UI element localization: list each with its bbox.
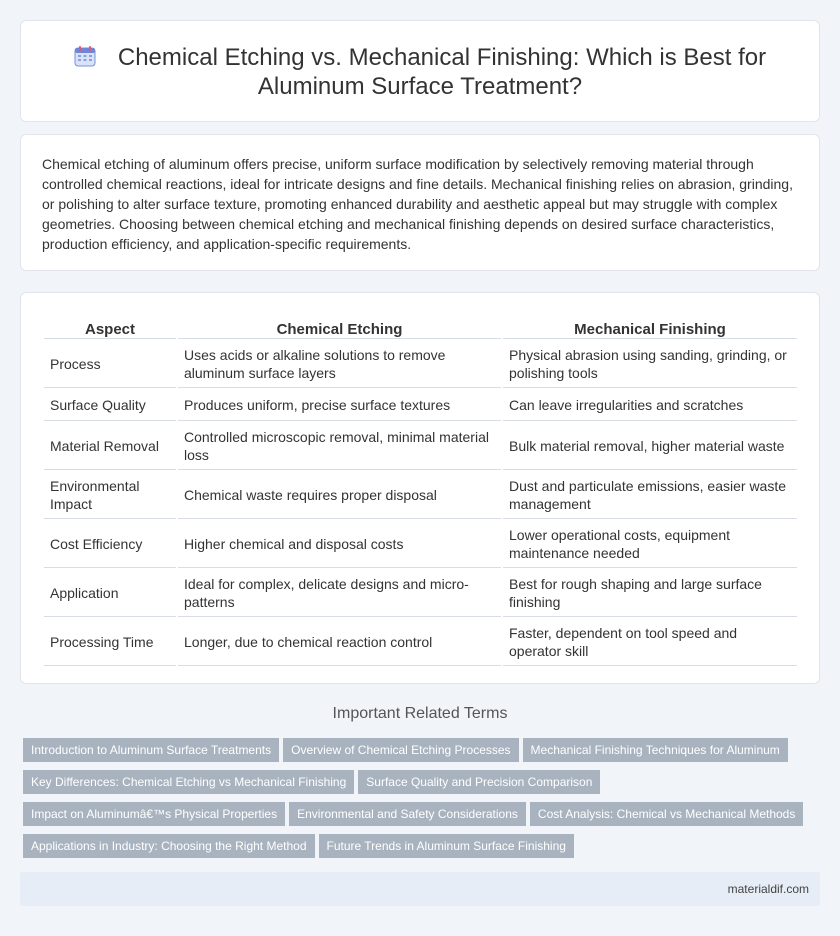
mechanical-cell: Physical abrasion using sanding, grinding, or polishing tools bbox=[503, 341, 797, 388]
related-term-link[interactable]: Applications in Industry: Choosing the Right Method bbox=[23, 834, 315, 858]
header-aspect: Aspect bbox=[44, 315, 176, 339]
aspect-cell: Processing Time bbox=[44, 619, 176, 666]
intro-card bbox=[20, 134, 820, 271]
aspect-cell: Environmental Impact bbox=[44, 472, 176, 519]
table-row bbox=[44, 341, 797, 388]
chemical-cell: Produces uniform, precise surface textures bbox=[178, 390, 501, 421]
table-row bbox=[44, 390, 797, 421]
related-term-link[interactable]: Cost Analysis: Chemical vs Mechanical Methods bbox=[530, 802, 803, 826]
mechanical-cell: Can leave irregularities and scratches bbox=[503, 390, 797, 421]
title-line-2: Aluminum Surface Treatment? bbox=[257, 73, 583, 100]
footer bbox=[20, 872, 820, 906]
comparison-table bbox=[42, 313, 799, 668]
related-term-link[interactable]: Environmental and Safety Considerations bbox=[289, 802, 526, 826]
table-row bbox=[44, 423, 797, 470]
aspect-cell: Process bbox=[44, 341, 176, 388]
related-terms-heading: Important Related Terms bbox=[332, 705, 508, 722]
mechanical-cell: Bulk material removal, higher material waste bbox=[503, 423, 797, 470]
intro-paragraph: Chemical etching of aluminum offers precise, uniform surface modification by selectively removing material through controlled chemical reactions, ideal for intricate designs and fine details. Mechanical finishing relies on abrasion, grinding, or polishing to alter surface texture, promoting enhanced durability and aesthetic appeal but may struggle with complex geometries. Choosing between chemical etching and mechanical finishing depends on desired surface characteristics, production efficiency, and application-specific requirements. bbox=[42, 156, 793, 252]
chemical-cell: Uses acids or alkaline solutions to remove aluminum surface layers bbox=[178, 341, 501, 388]
calendar-icon bbox=[74, 45, 96, 67]
related-term-link[interactable]: Future Trends in Aluminum Surface Finishing bbox=[319, 834, 574, 858]
title-line-1: Chemical Etching vs. Mechanical Finishing: Which is Best for bbox=[117, 44, 767, 71]
header-chemical-etching: Chemical Etching bbox=[178, 315, 501, 339]
mechanical-cell: Best for rough shaping and large surface finishing bbox=[503, 570, 797, 617]
table-header-row bbox=[44, 315, 797, 339]
footer-site-link[interactable]: materialdif.com bbox=[727, 882, 809, 896]
related-terms-list bbox=[23, 738, 823, 866]
aspect-cell: Material Removal bbox=[44, 423, 176, 470]
page-title bbox=[21, 43, 819, 101]
mechanical-cell: Dust and particulate emissions, easier waste management bbox=[503, 472, 797, 519]
related-term-link[interactable]: Introduction to Aluminum Surface Treatments bbox=[23, 738, 279, 762]
table-row bbox=[44, 619, 797, 666]
chemical-cell: Ideal for complex, delicate designs and micro-patterns bbox=[178, 570, 501, 617]
title-card bbox=[20, 20, 820, 122]
aspect-cell: Application bbox=[44, 570, 176, 617]
chemical-cell: Chemical waste requires proper disposal bbox=[178, 472, 501, 519]
aspect-cell: Surface Quality bbox=[44, 390, 176, 421]
related-term-link[interactable]: Mechanical Finishing Techniques for Aluminum bbox=[523, 738, 788, 762]
header-mechanical-finishing: Mechanical Finishing bbox=[503, 315, 797, 339]
mechanical-cell: Lower operational costs, equipment maintenance needed bbox=[503, 521, 797, 568]
related-term-link[interactable]: Key Differences: Chemical Etching vs Mechanical Finishing bbox=[23, 770, 354, 794]
chemical-cell: Longer, due to chemical reaction control bbox=[178, 619, 501, 666]
table-row bbox=[44, 521, 797, 568]
chemical-cell: Controlled microscopic removal, minimal material loss bbox=[178, 423, 501, 470]
comparison-card bbox=[20, 292, 820, 684]
related-term-link[interactable]: Surface Quality and Precision Comparison bbox=[358, 770, 600, 794]
mechanical-cell: Faster, dependent on tool speed and operator skill bbox=[503, 619, 797, 666]
aspect-cell: Cost Efficiency bbox=[44, 521, 176, 568]
related-term-link[interactable]: Overview of Chemical Etching Processes bbox=[283, 738, 518, 762]
chemical-cell: Higher chemical and disposal costs bbox=[178, 521, 501, 568]
table-row bbox=[44, 570, 797, 617]
related-term-link[interactable]: Impact on Aluminumâ€™s Physical Properties bbox=[23, 802, 285, 826]
table-row bbox=[44, 472, 797, 519]
